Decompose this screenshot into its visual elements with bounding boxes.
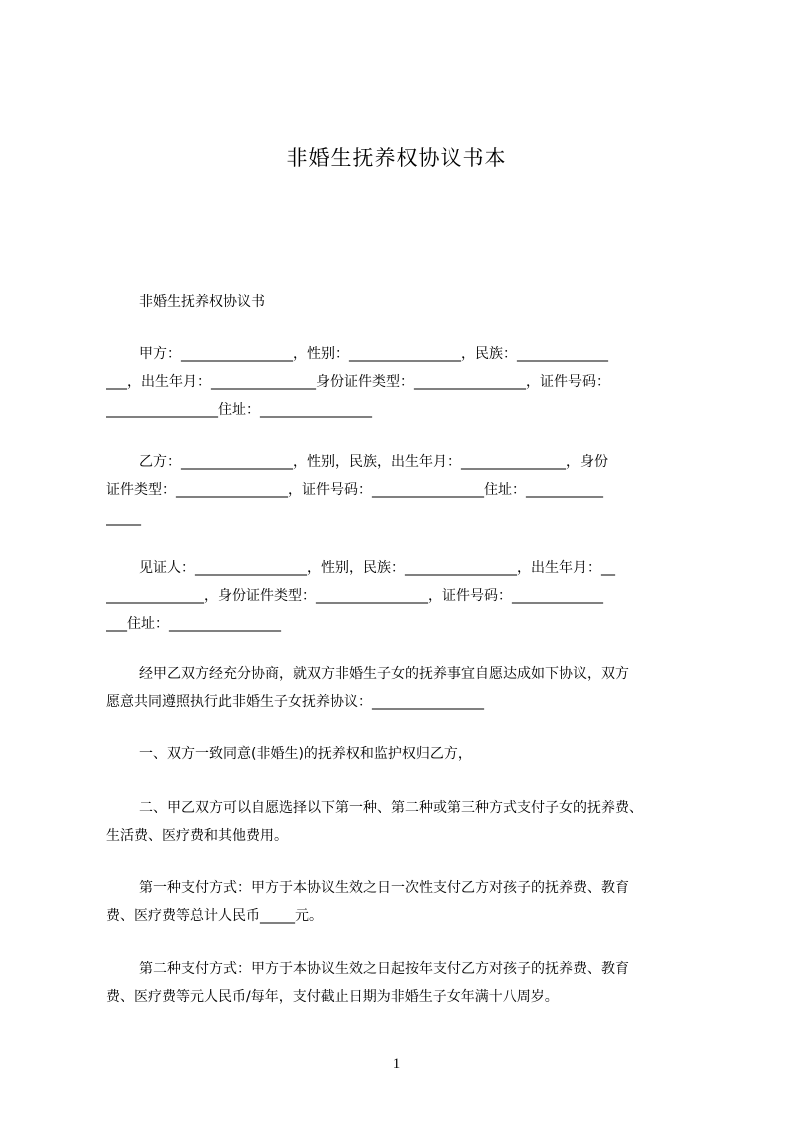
clause-1-paragraph bbox=[106, 740, 706, 768]
payment-1-line-2: 费、医疗费等总计人民币_____元。 bbox=[106, 908, 323, 924]
party-b-line-1: 乙方：________________，性别，民族，出生年月：_______________，身份 bbox=[139, 454, 608, 470]
party-a-line-2: ___，出生年月：_______________身份证件类型：________________，证件号码： bbox=[106, 374, 610, 390]
witness-line-2: ______________，身份证件类型：________________，证件号码：_____________ bbox=[106, 588, 603, 604]
page-number: 1 bbox=[392, 1056, 401, 1072]
witness-line-1: 见证人：________________，性别，民族：________________，出生年月：__ bbox=[139, 560, 615, 576]
party-b-line-2: 证件类型：________________，证件号码：________________住址：___________ bbox=[106, 482, 603, 498]
intro-line-1: 经甲乙双方经充分协商，就双方非婚生子女的抚养事宜自愿达成如下协议，双方 bbox=[139, 666, 629, 682]
party-a-line-3: ________________住址：________________ bbox=[106, 402, 372, 418]
clause-2-paragraph bbox=[106, 794, 706, 850]
document-subtitle: 非婚生抚养权协议书 bbox=[139, 294, 265, 310]
intro-line-2: 愿意共同遵照执行此非婚生子女抚养协议：________________ bbox=[106, 694, 484, 710]
intro-paragraph bbox=[106, 660, 706, 716]
witness-paragraph bbox=[106, 554, 706, 638]
document-title: 非婚生抚养权协议书本 bbox=[286, 146, 507, 170]
clause-2-line-1: 二、甲乙双方可以自愿选择以下第一种、第二种或第三种方式支付子女的抚养费、 bbox=[139, 800, 643, 816]
payment-1-line-1: 第一种支付方式：甲方于本协议生效之日一次性支付乙方对孩子的抚养费、教育 bbox=[139, 880, 629, 896]
clause-1-line: 一、双方一致同意(非婚生)的抚养权和监护权归乙方， bbox=[139, 746, 472, 762]
payment-1-paragraph bbox=[106, 874, 706, 930]
payment-2-paragraph bbox=[106, 955, 706, 1011]
party-b-line-3: _____ bbox=[106, 510, 141, 526]
party-a-line-1: 甲方：________________，性别：________________，民族：_____________ bbox=[139, 346, 608, 362]
witness-line-3: ___住址：________________ bbox=[106, 616, 281, 632]
payment-2-line-1: 第二种支付方式：甲方于本协议生效之日起按年支付乙方对孩子的抚养费、教育 bbox=[139, 961, 629, 977]
party-a-paragraph bbox=[106, 340, 706, 424]
payment-2-line-2: 费、医疗费等元人民币/每年，支付截止日期为非婚生子女年满十八周岁。 bbox=[106, 989, 559, 1005]
clause-2-line-2: 生活费、医疗费和其他费用。 bbox=[106, 828, 288, 844]
party-b-paragraph bbox=[106, 448, 706, 532]
